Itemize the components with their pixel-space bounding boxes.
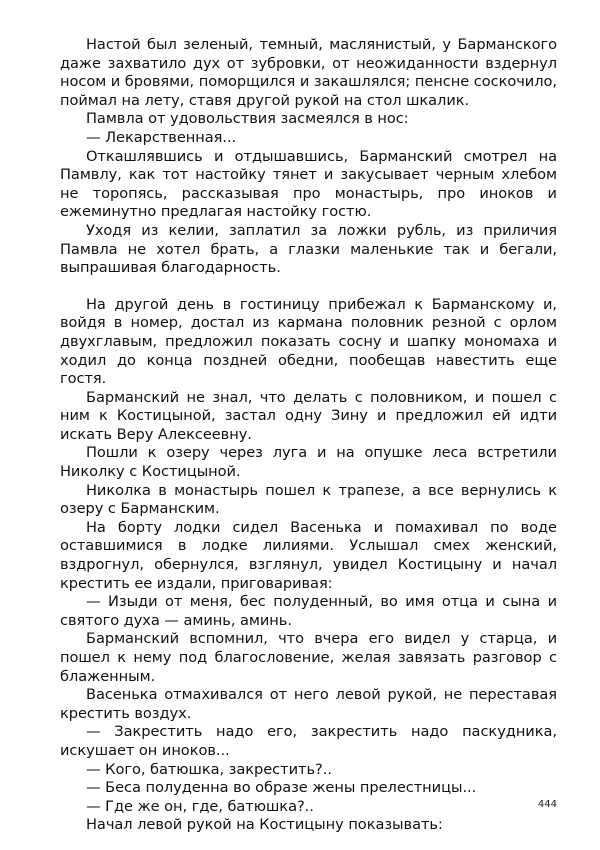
paragraph: — Изыди от меня, бес полуденный, во имя отца и сына и святого духа — аминь, аминь. [60,593,557,629]
paragraph: Пошли к озеру через луга и на опушке леса встретили Николку с Костицыной. [60,444,557,481]
paragraph: Откашлявшись и отдышавшись, Барманский смотрел на Памвлу, как тот настойку тянет и закусывает черным хлебом не торопясь, рассказывая про монастырь, про иноков и ежеминутно предлагая настойку гостю. [60,147,557,221]
section-gap [60,278,557,296]
page-body [60,36,557,835]
paragraph: На другой день в гостиницу прибежал к Барманскому и, войдя в номер, достал из кармана половник резной с орлом двухглавым, предложил показать сосну и шапку мономаха и ходил до конца поздней обедни, пообещав навестить еще гостя. [60,295,557,388]
paragraph: — Закрестить надо его, закрестить надо паскудника, искушает он иноков... [60,723,557,759]
paragraph: — Где же он, где, батюшка?.. [86,797,314,815]
paragraph: Васенька отмахивался от него левой рукой, не переставая крестить воздух. [60,686,557,722]
paragraph: — Беса полуденна во образе жены прелестницы... [86,779,477,797]
paragraph: — Лекарственная... [86,128,237,146]
paragraph: — Кого, батюшка, закрестить?.. [86,760,332,778]
paragraph: Памвла от удовольствия засмеялся в нос: [86,110,409,128]
page-number: 444 [537,799,557,810]
paragraph: Барманский вспомнил, что вчера его видел у старца, и пошел к нему под благословение, желая завязать разговор с блаженным. [60,630,557,685]
paragraph: На борту лодки сидел Васенька и помахивал по воде оставшимися в лодке лилиями. Услышал смех женский, вздрогнул, обернулся, взглянул, увидел Костицыну и начал крестить ее издали, приговаривая: [60,518,557,592]
paragraph: Николка в монастырь пошел к трапезе, а все вернулись к озеру с Барманским. [60,481,557,518]
paragraph: Уходя из келии, заплатил за ложки рубль, из приличия Памвла не хотел брать, а глазки маленькие так и бегали, выпрашивая благодарность. [60,221,557,277]
paragraph: Барманский не знал, что делать с половником, и пошел с ним к Костицыной, застал одну Зину и предложил ей идти искать Веру Алексеевну. [60,388,557,443]
paragraph: Начал левой рукой на Костицыну показывать: [86,816,443,834]
paragraph: Настой был зеленый, темный, маслянистый, у Барманского даже захватило дух от зубровки, от неожиданности вздернул носом и бровями, поморщился и закашлялся; пенсне соскочило, поймал на лету, ставя другой рукой на стол шкалик. [60,36,557,109]
